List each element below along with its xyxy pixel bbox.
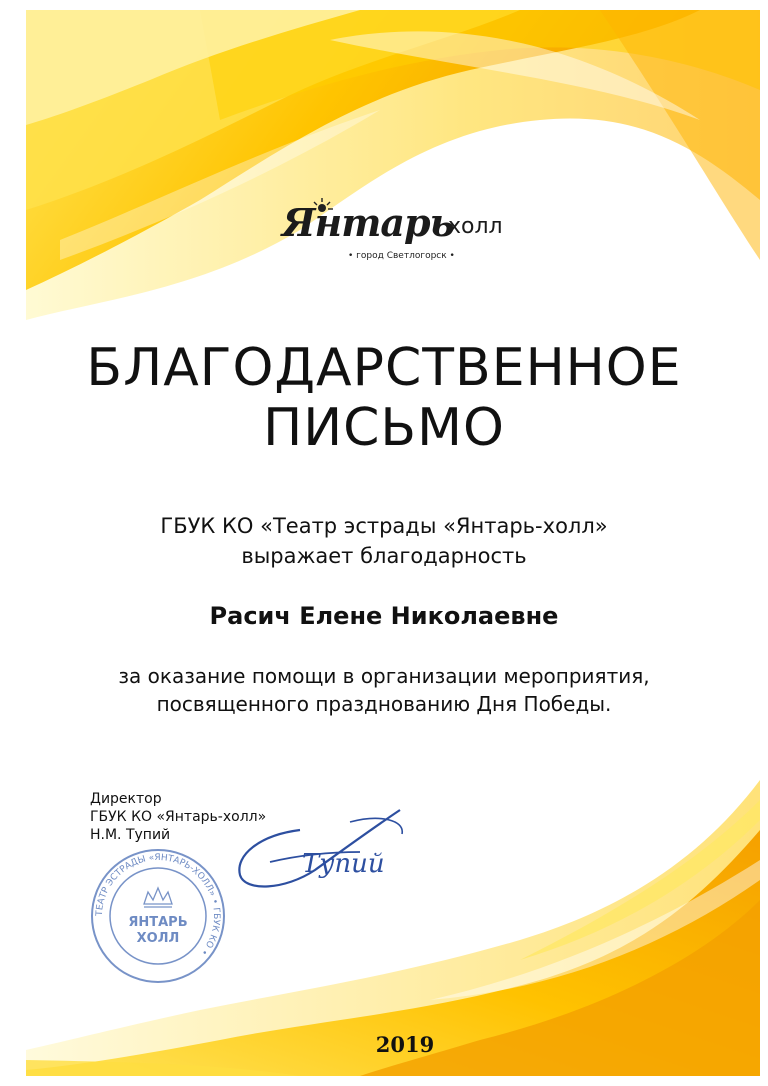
official-stamp [88,846,228,986]
reason-line-2: посвященного празднованию Дня Победы. [156,692,612,716]
logo-name: Янтарь [282,200,454,245]
crown-icon [144,888,172,907]
year: 2019 [375,1032,435,1057]
signer-name: Н.М. Тупий [90,827,171,843]
stamp-center-line-1: ЯНТАРЬ [128,915,188,930]
organization-line: ГБУК КО «Театр эстрады «Янтарь-холл» [160,514,608,538]
signer-organization: ГБУК КО «Янтарь-холл» [90,809,267,825]
logo-suffix: холл [448,214,503,239]
title-line-1: БЛАГОДАРСТВЕННОЕ [86,338,682,398]
theatre-logo [270,196,530,268]
recipient-name: Расич Елене Николаевне [209,602,559,630]
director-signature [230,800,420,900]
signature-handwriting: Тупий [302,849,385,879]
title-line-2: ПИСЬМО [263,398,505,458]
logo-city: • город Светлогорск • [348,251,455,261]
stamp-center-line-2: ХОЛЛ [136,931,180,946]
signer-position: Директор [90,791,162,807]
expresses-line: выражает благодарность [241,544,527,568]
reason-line-1: за оказание помощи в организации мероприятия, [118,664,650,688]
stamp-ring-text: ТЕАТР ЭСТРАДЫ «ЯНТАРЬ-ХОЛЛ» • ГБУК КО • [94,852,222,957]
